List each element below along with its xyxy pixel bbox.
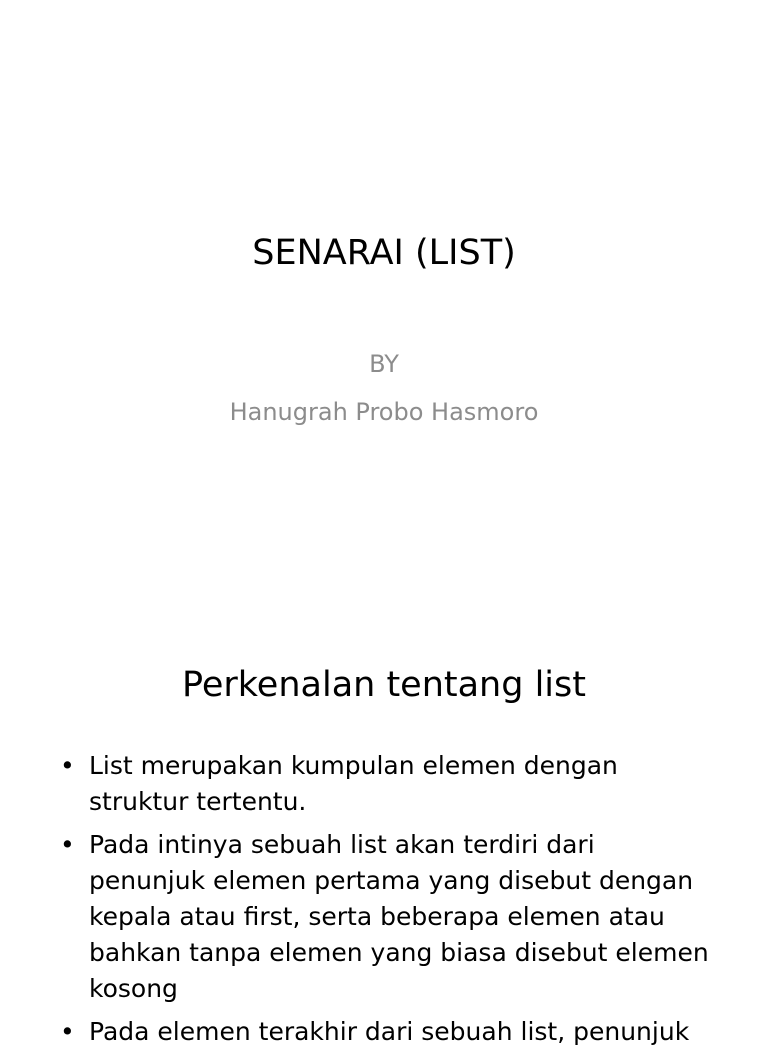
slide-title: Perkenalan tentang list [182, 665, 586, 705]
subtitle-author: Hanugrah Probo Hasmoro [229, 398, 539, 426]
bullet-text: Pada intinya sebuah list akan terdiri dari penunjuk elemen pertama yang disebut dengan kepala atau first, serta beberapa elemen atau bahkan tanpa elemen yang biasa disebut elemen kosong [89, 830, 709, 1003]
bullet-text: List merupakan kumpulan elemen dengan struktur tertentu. [89, 751, 618, 816]
content-slide [0, 576, 768, 1046]
bullet-icon: • [60, 751, 75, 780]
bullet-item [58, 827, 718, 1007]
bullet-item [58, 1014, 718, 1050]
bullet-item [58, 748, 718, 820]
bullet-icon: • [60, 1017, 75, 1046]
slide-title: SENARAI (LIST) [252, 233, 516, 273]
subtitle-by: BY [369, 350, 399, 378]
slide-subtitle [0, 340, 768, 436]
bullet-icon: • [60, 830, 75, 859]
bullet-list [58, 748, 718, 1057]
bullet-text: Pada elemen terakhir dari sebuah list, penunjuk [89, 1017, 690, 1046]
